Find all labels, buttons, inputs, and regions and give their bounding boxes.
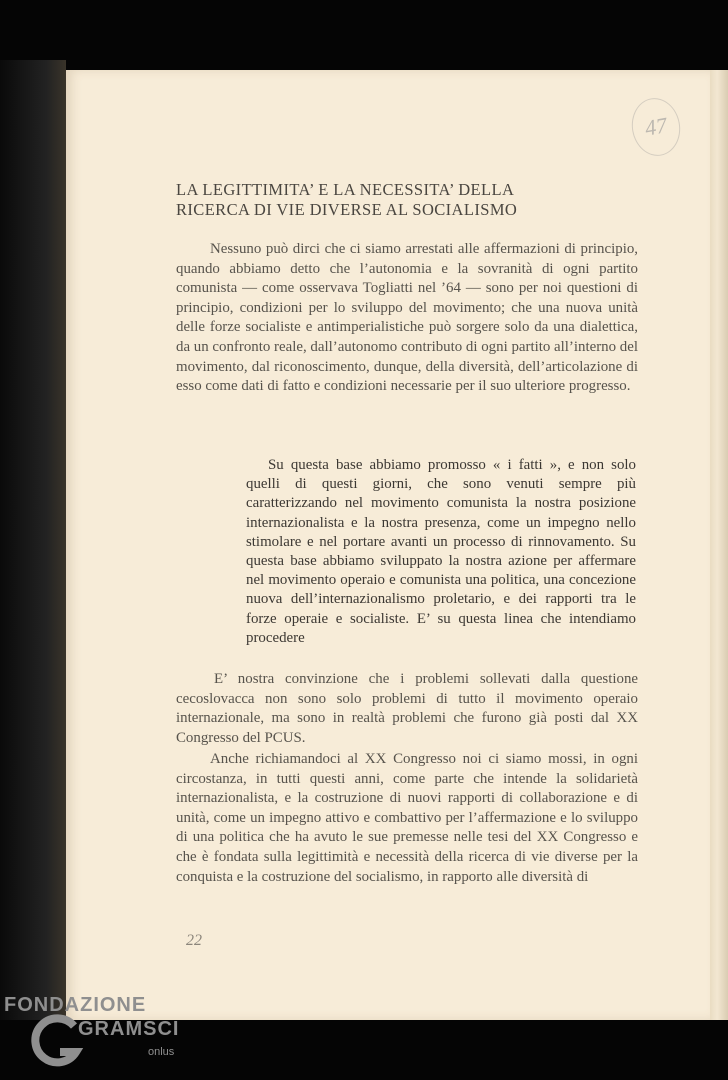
indented-quote: Su questa base abbiamo promosso « i fatti », e non solo quelli di questi giorni, che sono venuti sempre più caratterizzando nel movimento comunista la nostra posizione internazionalista e la nostra presenza, come un impegno nello stimolare e nel portare avanti un processo di rinnovamento. Su questa base abbiamo sviluppato la nostra azione per affermare nel movimento operaio e comunista una politica, una concezione nuova dell’internazionalismo proletario, e dei rapporti tra le forze operaie e socialiste. E’ su questa linea che intendiamo procedere: [246, 457, 636, 646]
archive-stamp: 47: [627, 94, 684, 159]
watermark-line-2: GRAMSCI: [78, 1018, 180, 1040]
page-edge: [710, 70, 728, 1020]
paragraph-3: Anche richiamandoci al XX Congresso noi ci siamo mossi, in ogni circostanza, in tutti questi anni, come parte che intende la solidarietà internazionalista, e la costruzione di nuovi rapporti di collaborazione e di unità, come un impegno attivo e combattivo per l’affermazione e lo sviluppo di una politica che ha avuto le sue premesse nelle tesi del XX Congresso e che è fondata sulla legittimità e necessità della ricerca di vie diverse per la conquista e la costruzione del socialismo, in rapporto alle diversità di: [176, 751, 638, 885]
section-heading: LA LEGITTIMITA’ E LA NECESSITA’ DELLA RICERCA DI VIE DIVERSE AL SOCIALISMO: [176, 180, 518, 219]
gramsci-logo-icon: [26, 1012, 86, 1072]
paragraph-2: E’ nostra convinzione che i problemi sollevati dalla questione cecoslovacca non sono solo problemi di tutto il movimento operaio internazionale, ma sono in realtà problemi che furono già posti dal XX Congresso del PCUS.: [176, 671, 638, 746]
fondazione-gramsci-watermark: [0, 994, 200, 1080]
watermark-line-1: FONDAZIONE: [4, 994, 147, 1016]
page-number: 22: [186, 932, 202, 949]
paragraph-1: Nessuno può dirci che ci siamo arrestati alle affermazioni di principio, quando abbiamo detto che l’autonomia e la sovranità di ogni partito comunista — come osservava Togliatti nel ’64 — sono per noi questioni di principio, condizioni per lo sviluppo del movimento; che una nuova unità delle forze socialiste e antimperialistiche può sorgere solo da una dialettica, da un confronto reale, dall’autonomo contributo di ogni partito all’interno del movimento, dal riconoscimento, dunque, della diversità, dell’articolazione di esso come dati di fatto e condizioni necessarie per il suo ulteriore progresso.: [176, 241, 638, 395]
watermark-line-3: onlus: [148, 1046, 175, 1058]
left-binding-shadow: [0, 60, 66, 1020]
